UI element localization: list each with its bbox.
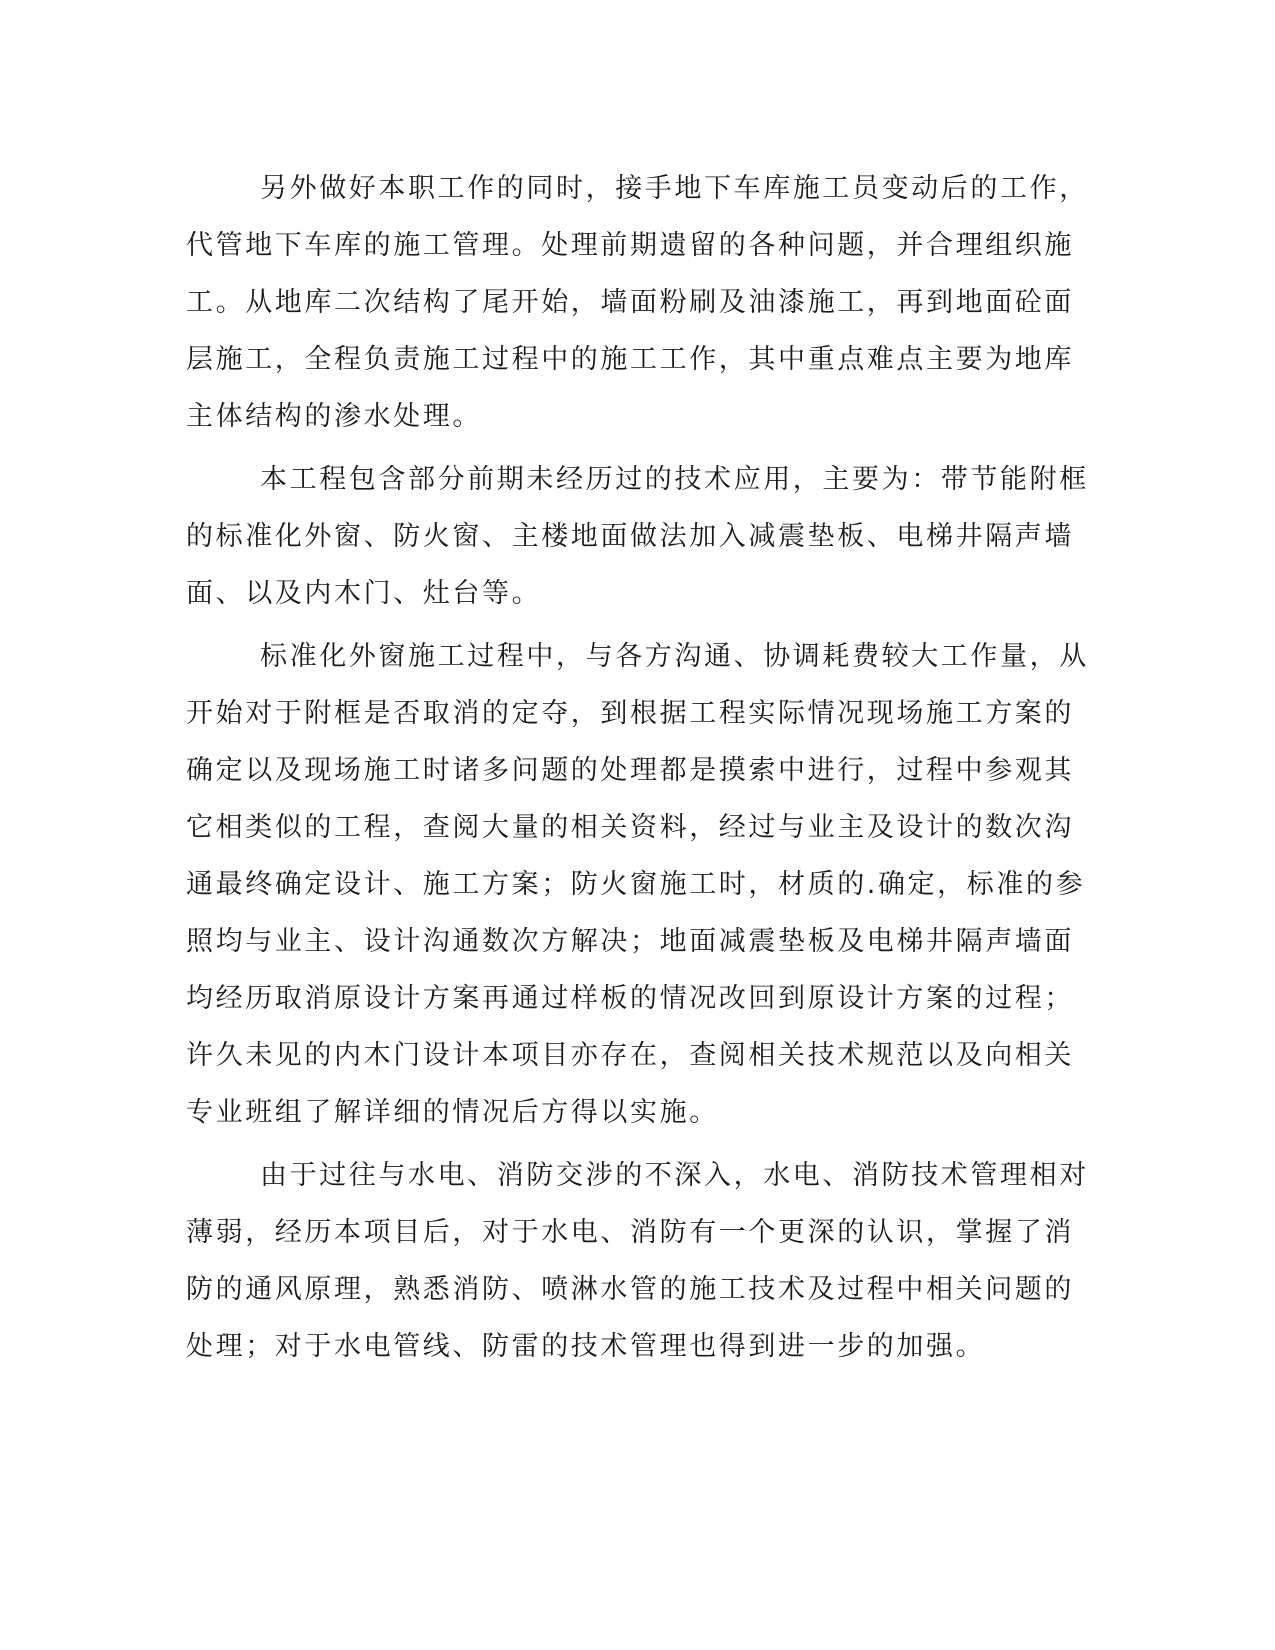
paragraph-line: 代管地下车库的施工管理。处理前期遗留的各种问题，并合理组织施 [186, 230, 1074, 261]
paragraph-line: 处理；对于水电管线、防雷的技术管理也得到进一步的加强。 [186, 1331, 986, 1362]
paragraph-line: 照均与业主、设计沟通数次方解决；地面减震垫板及电梯井隔声墙面 [186, 926, 1074, 957]
paragraph-line: 通最终确定设计、施工方案；防火窗施工时，材质的.确定，标准的参 [186, 869, 1086, 900]
paragraph-line: 防的通风原理，熟悉消防、喷淋水管的施工技术及过程中相关问题的 [186, 1274, 1074, 1305]
paragraph-line: 主体结构的渗水处理。 [186, 401, 482, 432]
paragraph-line: 标准化外窗施工过程中，与各方沟通、协调耗费较大工作量，从 [260, 641, 1089, 672]
paragraph-line: 专业班组了解详细的情况后方得以实施。 [186, 1097, 719, 1128]
paragraph-line: 薄弱，经历本项目后，对于水电、消防有一个更深的认识，掌握了消 [186, 1217, 1074, 1248]
paragraph-window-construction [186, 628, 1089, 1141]
paragraph-mep-fire [186, 1147, 1089, 1375]
paragraph-line: 层施工，全程负责施工过程中的施工工作，其中重点难点主要为地库 [186, 344, 1074, 375]
paragraph-line: 另外做好本职工作的同时，接手地下车库施工员变动后的工作， [260, 173, 1089, 204]
paragraph-line: 开始对于附框是否取消的定夺，到根据工程实际情况现场施工方案的 [186, 698, 1074, 729]
paragraph-line: 的标准化外窗、防火窗、主楼地面做法加入减震垫板、电梯井隔声墙 [186, 521, 1074, 552]
paragraph-line: 工。从地库二次结构了尾开始，墙面粉刷及油漆施工，再到地面砼面 [186, 287, 1074, 318]
paragraph-line: 面、以及内木门、灶台等。 [186, 578, 542, 609]
paragraph-line: 确定以及现场施工时诸多问题的处理都是摸索中进行，过程中参观其 [186, 755, 1074, 786]
paragraph-line: 由于过往与水电、消防交涉的不深入，水电、消防技术管理相对 [260, 1160, 1089, 1191]
paragraph-line: 许久未见的内木门设计本项目亦存在，查阅相关技术规范以及向相关 [186, 1040, 1074, 1071]
document-body [186, 160, 1089, 1375]
paragraph-line: 本工程包含部分前期未经历过的技术应用，主要为：带节能附框 [260, 464, 1089, 495]
paragraph-new-technology [186, 451, 1089, 622]
paragraph-line: 它相类似的工程，查阅大量的相关资料，经过与业主及设计的数次沟 [186, 812, 1074, 843]
paragraph-line: 均经历取消原设计方案再通过样板的情况改回到原设计方案的过程； [186, 983, 1074, 1014]
paragraph-garage-management [186, 160, 1089, 445]
